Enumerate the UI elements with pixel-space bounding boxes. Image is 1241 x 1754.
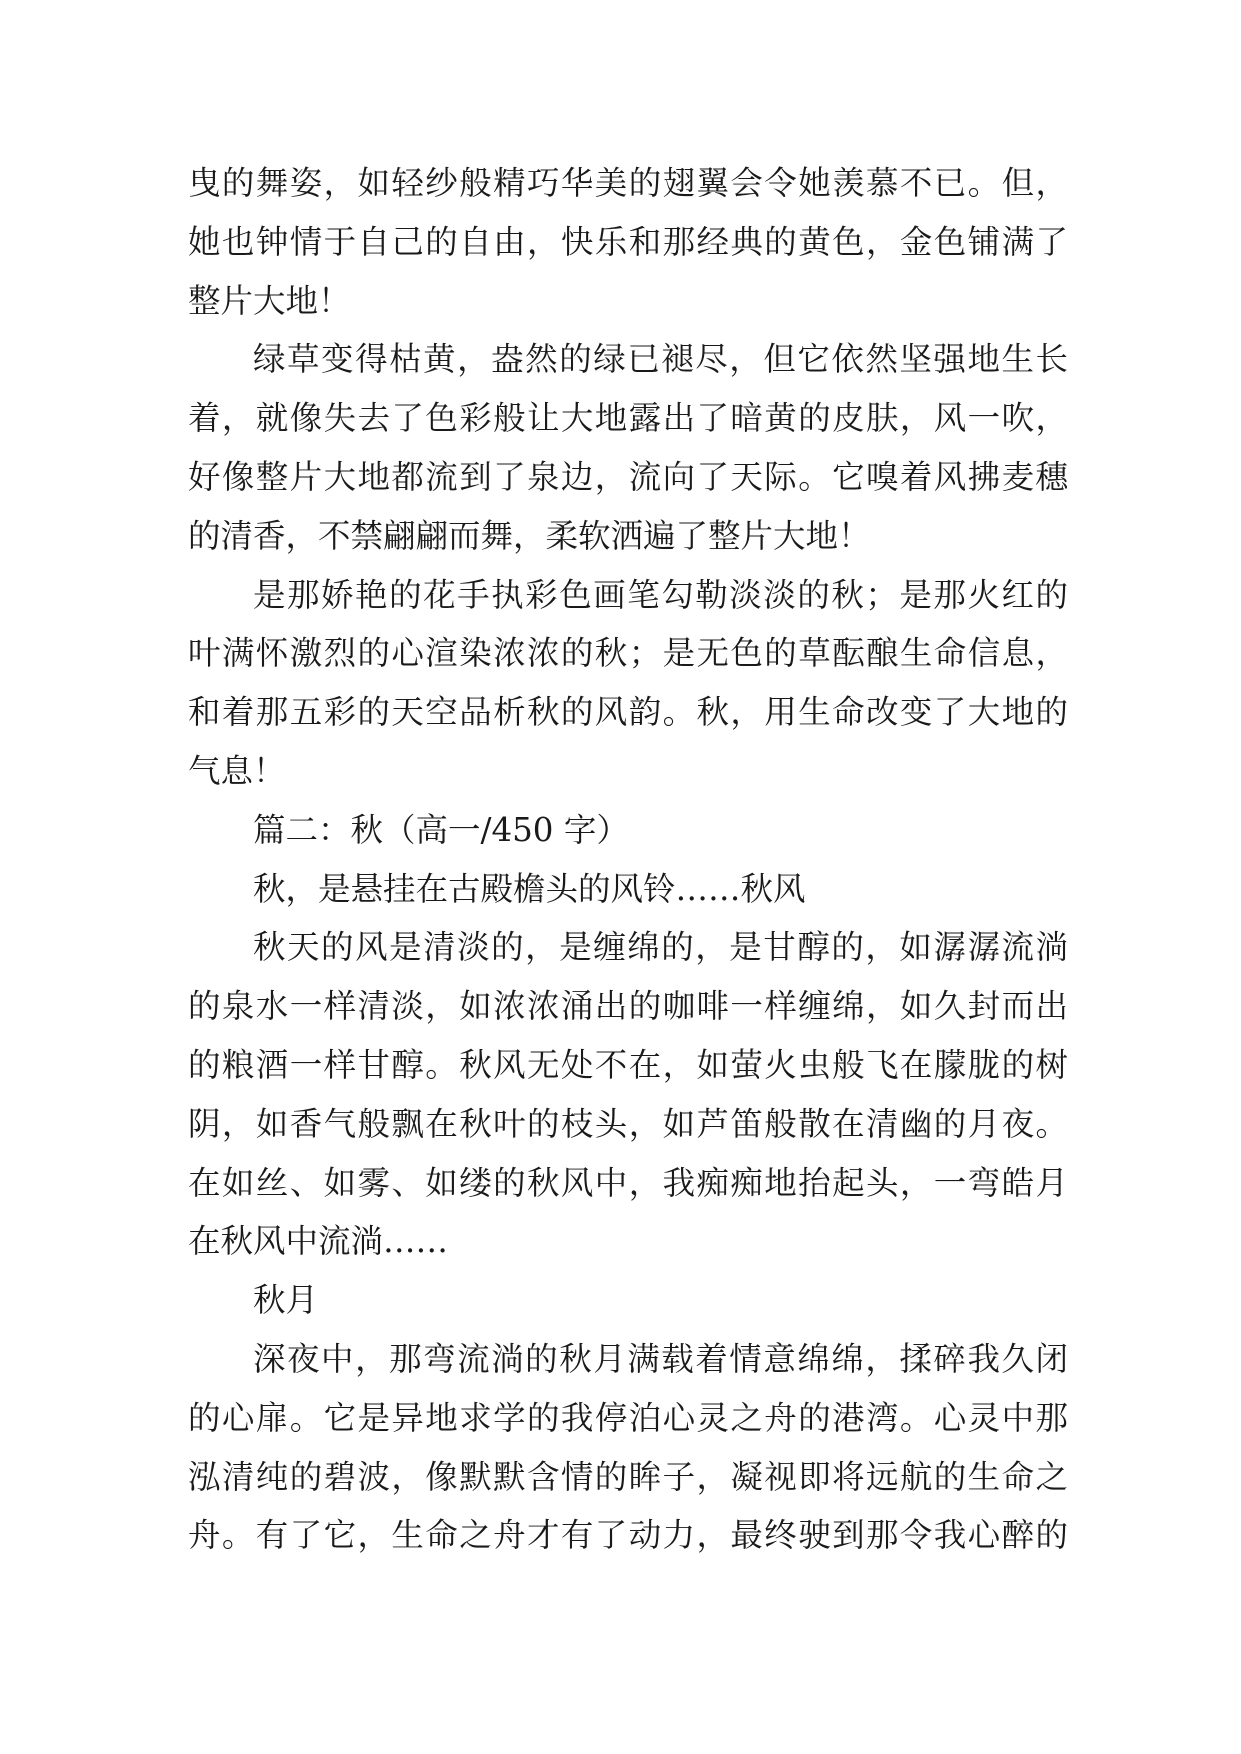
text-line: 秋天的风是清淡的，是缠绵的，是甘醇的，如潺潺流淌 — [253, 928, 1068, 967]
text-line: 在秋风中流淌…… — [188, 1222, 449, 1261]
text-line: 的心扉。它是异地求学的我停泊心灵之舟的港湾。心灵中那 — [188, 1398, 1068, 1437]
text-line: 她也钟情于自己的自由，快乐和那经典的黄色，金色铺满了 — [188, 222, 1068, 261]
text-line: 秋，是悬挂在古殿檐头的风铃……秋风 — [253, 869, 806, 908]
text-line: 的清香，不禁翩翩而舞，柔软洒遍了整片大地！ — [188, 516, 871, 555]
text-line: 舟。有了它，生命之舟才有了动力，最终驶到那令我心醉的 — [188, 1516, 1068, 1555]
text-line: 好像整片大地都流到了泉边，流向了天际。它嗅着风拂麦穗 — [188, 457, 1068, 496]
text-line: 叶满怀激烈的心渲染浓浓的秋；是无色的草酝酿生命信息， — [188, 634, 1068, 673]
text-line: 的粮酒一样甘醇。秋风无处不在，如萤火虫般飞在朦胧的树 — [188, 1045, 1068, 1084]
text-line: 绿草变得枯黄，盎然的绿已褪尽，但它依然坚强地生长 — [253, 340, 1068, 379]
text-line: 是那娇艳的花手执彩色画笔勾勒淡淡的秋；是那火红的 — [253, 575, 1068, 614]
text-line: 曳的舞姿，如轻纱般精巧华美的翅翼会令她羡慕不已。但， — [188, 164, 1068, 202]
text-line: 篇二：秋（高一/450 字） — [253, 810, 629, 849]
text-line: 和着那五彩的天空品析秋的风韵。秋，用生命改变了大地的 — [188, 693, 1068, 732]
text-line: 深夜中，那弯流淌的秋月满载着情意绵绵，揉碎我久闭 — [253, 1339, 1068, 1378]
text-line: 着，就像失去了色彩般让大地露出了暗黄的皮肤，风一吹， — [188, 399, 1068, 438]
body-text — [188, 154, 1068, 1565]
text-line: 的泉水一样清淡，如浓浓涌出的咖啡一样缠绵，如久封而出 — [188, 987, 1068, 1026]
text-line: 阴，如香气般飘在秋叶的枝头，如芦笛般散在清幽的月夜。 — [188, 1104, 1068, 1143]
text-line: 秋月 — [253, 1281, 319, 1320]
text-line: 整片大地！ — [188, 281, 351, 320]
text-line: 气息！ — [188, 751, 286, 790]
text-line: 泓清纯的碧波，像默默含情的眸子，凝视即将远航的生命之 — [188, 1457, 1068, 1496]
text-line: 在如丝、如雾、如缕的秋风中，我痴痴地抬起头，一弯皓月 — [188, 1163, 1068, 1202]
